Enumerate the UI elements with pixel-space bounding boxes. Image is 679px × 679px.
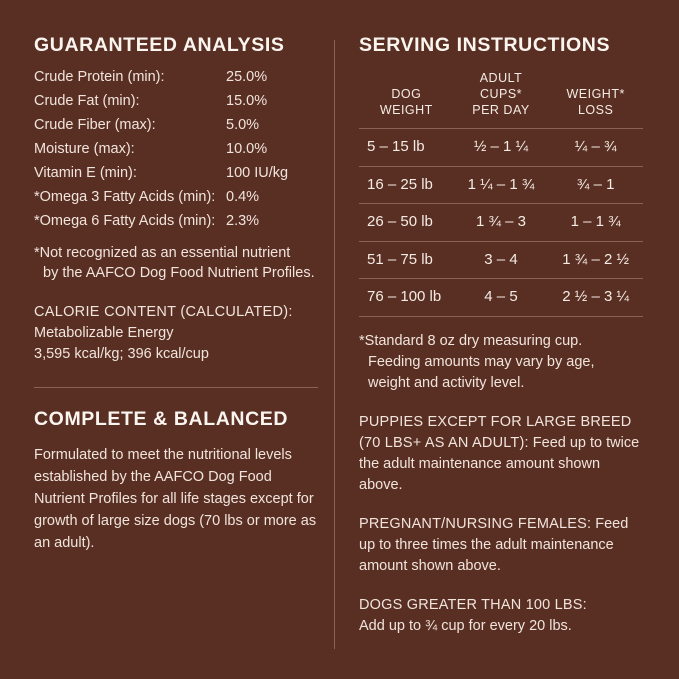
column-header-weight-loss — [548, 70, 643, 129]
serving-note-line-1: *Standard 8 oz dry measuring cup. — [359, 332, 583, 349]
cell-dog-weight: 16 – 25 lb — [359, 166, 454, 204]
table-row — [359, 279, 643, 317]
serving-table — [359, 70, 643, 317]
cell-dog-weight: 26 – 50 lb — [359, 204, 454, 242]
nutrient-value: 5.0% — [226, 117, 260, 133]
pregnant-paragraph — [359, 514, 643, 577]
nutrient-value: 100 IU/kg — [226, 165, 289, 181]
cell-adult-cups: ½ – 1 ¼ — [454, 129, 549, 167]
cell-adult-cups: 1 ¾ – 3 — [454, 204, 549, 242]
table-row — [359, 241, 643, 279]
serving-note-line-2: Feeding amounts may vary by age, — [368, 353, 595, 370]
cell-weight-loss: 2 ½ – 3 ¼ — [548, 279, 643, 317]
calorie-heading: CALORIE CONTENT (CALCULATED): — [34, 303, 293, 320]
cell-adult-cups: 1 ¼ – 1 ¾ — [454, 166, 549, 204]
serving-instructions-title: SERVING INSTRUCTIONS — [359, 34, 611, 56]
nutrient-row — [34, 118, 318, 133]
guaranteed-analysis-title: GUARANTEED ANALYSIS — [34, 34, 285, 56]
column-header-line-1: WEIGHT* — [566, 87, 625, 101]
nutrient-label: Vitamin E (min): — [34, 165, 137, 181]
table-row — [359, 166, 643, 204]
column-header-adult-cups — [454, 70, 549, 129]
cell-dog-weight: 5 – 15 lb — [359, 129, 454, 167]
nutrient-label: *Omega 3 Fatty Acids (min): — [34, 189, 216, 205]
calorie-line-2: 3,595 kcal/kg; 396 kcal/cup — [34, 345, 209, 362]
cell-weight-loss: ¾ – 1 — [548, 166, 643, 204]
nutrient-label: Crude Fiber (max): — [34, 117, 156, 133]
footnote-line-2: by the AAFCO Dog Food Nutrient Profiles. — [43, 264, 315, 281]
column-header-dog-weight — [359, 70, 454, 129]
column-header-line-2: PER DAY — [472, 103, 530, 117]
puppies-body: Feed up to twice the adult maintenance amount shown above. — [359, 434, 640, 493]
nutrient-value: 2.3% — [226, 213, 260, 229]
table-header-row — [359, 70, 643, 129]
cell-weight-loss: ¼ – ¾ — [548, 129, 643, 167]
nutrient-row — [34, 142, 318, 157]
cell-weight-loss: 1 – 1 ¾ — [548, 204, 643, 242]
pregnant-heading: PREGNANT/NURSING FEMALES: — [359, 515, 592, 532]
serving-note — [359, 331, 643, 394]
nutrient-value: 0.4% — [226, 189, 260, 205]
section-divider — [34, 387, 318, 388]
complete-balanced-body: Formulated to meet the nutritional levels established by the AAFCO Dog Food Nutrient Profiles for all life stages except for growth of large size dogs (70 lbs or more as an adult). — [34, 446, 317, 551]
cell-adult-cups: 4 – 5 — [454, 279, 549, 317]
nutrient-row — [34, 214, 318, 229]
cell-weight-loss: 1 ¾ – 2 ½ — [548, 241, 643, 279]
nutrient-row — [34, 94, 318, 109]
calorie-line-1: Metabolizable Energy — [34, 324, 174, 341]
nutrient-label: Moisture (max): — [34, 141, 135, 157]
nutrient-value: 15.0% — [226, 93, 268, 109]
table-row — [359, 129, 643, 167]
column-header-line-2: LOSS — [577, 103, 614, 117]
nutrient-label: *Omega 6 Fatty Acids (min): — [34, 213, 216, 229]
column-header-line-1: ADULT CUPS* — [479, 71, 523, 101]
guaranteed-analysis-footnote — [34, 243, 318, 283]
nutrient-row — [34, 166, 318, 181]
serving-note-line-3: weight and activity level. — [368, 374, 525, 391]
footnote-line-1: *Not recognized as an essential nutrient — [34, 244, 291, 261]
cell-dog-weight: 51 – 75 lb — [359, 241, 454, 279]
nutrient-label: Crude Fat (min): — [34, 93, 140, 109]
complete-balanced-title: COMPLETE & BALANCED — [34, 407, 289, 430]
nutrient-row — [34, 190, 318, 205]
nutrient-label: Crude Protein (min): — [34, 69, 165, 85]
nutrient-row — [34, 70, 318, 85]
column-header-line-2: WEIGHT — [379, 103, 433, 117]
table-row — [359, 204, 643, 242]
nutrient-value: 25.0% — [226, 69, 268, 85]
column-header-line-1: DOG — [391, 87, 422, 101]
puppies-paragraph — [359, 412, 643, 496]
pregnant-body: Feed up to three times the adult maintenance amount shown above. — [359, 515, 629, 574]
large-dogs-paragraph — [359, 595, 643, 637]
calorie-content — [34, 302, 318, 365]
right-column — [335, 34, 643, 659]
cell-adult-cups: 3 – 4 — [454, 241, 549, 279]
cell-dog-weight: 76 – 100 lb — [359, 279, 454, 317]
left-column — [34, 34, 334, 659]
puppies-heading-line-1: PUPPIES EXCEPT FOR LARGE BREED — [359, 413, 632, 430]
large-dogs-body: Add up to ¾ cup for every 20 lbs. — [359, 617, 572, 634]
large-dogs-heading: DOGS GREATER THAN 100 LBS: — [359, 596, 587, 613]
guaranteed-analysis-list — [34, 70, 318, 229]
nutrient-value: 10.0% — [226, 141, 268, 157]
puppies-heading-line-2: (70 LBS+ AS AN ADULT): — [359, 434, 529, 451]
